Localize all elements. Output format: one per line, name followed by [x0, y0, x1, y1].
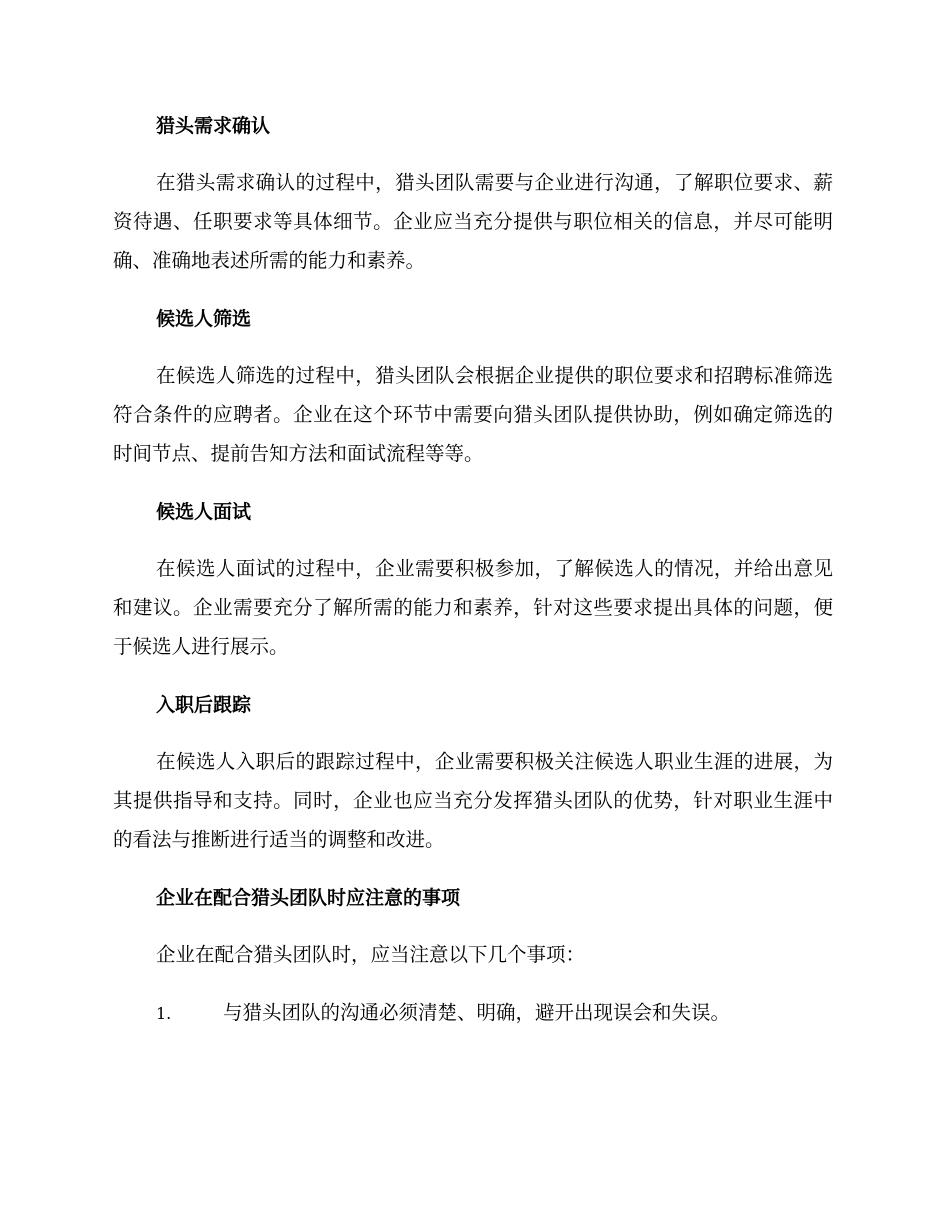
list-item-number: 1. [156, 1004, 172, 1023]
section-heading-followup: 入职后跟踪 [156, 694, 252, 716]
spacer [113, 974, 833, 993]
list-item [113, 993, 833, 1033]
notes-intro: 企业在配合猎头团队时，应当注意以下几个事项： [156, 943, 586, 966]
spacer [113, 666, 833, 685]
spacer [113, 532, 833, 549]
spacer [113, 339, 833, 356]
document-body [113, 106, 833, 1033]
section-heading-requirement: 猎头需求确认 [156, 115, 271, 137]
section-heading-interview: 候选人面试 [156, 501, 252, 523]
section-heading-notes: 企业在配合猎头团队时应注意的事项 [156, 887, 461, 909]
section-paragraph-followup: 在候选人入职后的跟踪过程中，企业需要积极关注候选人职业生涯的进展，为其提供指导和支持。同时，企业也应当充分发挥猎头团队的优势，针对职业生涯中的看法与推断进行适当的调整和改进。 [113, 750, 833, 851]
spacer [113, 918, 833, 935]
section-paragraph-requirement: 在猎头需求确认的过程中，猎头团队需要与企业进行沟通，了解职位要求、薪资待遇、任职要求等具体细节。企业应当充分提供与职位相关的信息，并尽可能明确、准确地表述所需的能力和素养。 [113, 171, 833, 272]
section-paragraph-screening: 在候选人筛选的过程中，猎头团队会根据企业提供的职位要求和招聘标准筛选符合条件的应聘者。企业在这个环节中需要向猎头团队提供协助，例如确定筛选的时间节点、提前告知方法和面试流程等等。 [113, 364, 833, 465]
spacer [113, 859, 833, 878]
section-heading-screening: 候选人筛选 [156, 308, 252, 330]
spacer [113, 146, 833, 163]
spacer [113, 280, 833, 299]
list-item-text: 与猎头团队的沟通必须清楚、明确，避开出现误会和失误。 [223, 1001, 731, 1024]
spacer [113, 725, 833, 742]
section-paragraph-interview: 在候选人面试的过程中，企业需要积极参加，了解候选人的情况，并给出意见和建议。企业需要充分了解所需的能力和素养，针对这些要求提出具体的问题，便于候选人进行展示。 [113, 557, 833, 658]
spacer [113, 473, 833, 492]
